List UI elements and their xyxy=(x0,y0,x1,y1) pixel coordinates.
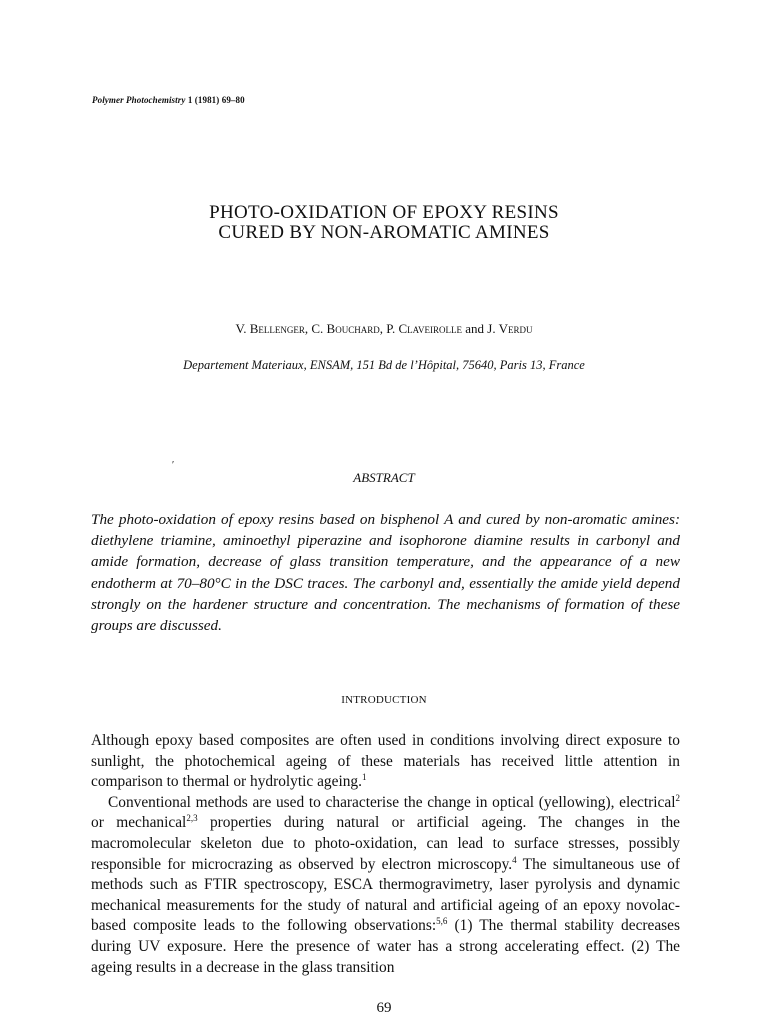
paragraph xyxy=(91,731,680,793)
journal-name: Polymer Photochemistry xyxy=(92,95,186,105)
paragraph-text: The simultaneous use of methods such as FTIR spectroscopy, ESCA thermogravimetry, laser pyrolysis and dynamic mechanical measurements for the study of natural and artificial ageing of an epoxy novolac-based composite leads to the following observations: xyxy=(91,855,680,935)
reference-superscript: 2,3 xyxy=(186,813,198,824)
stray-mark: ʹ xyxy=(172,460,175,471)
journal-volume: 1 xyxy=(187,95,193,105)
affiliation: Departement Materiaux, ENSAM, 151 Bd de l’Hôpital, 75640, Paris 13, France xyxy=(183,358,585,372)
paragraph xyxy=(91,793,680,978)
paper-title-line-2: CURED BY NON-AROMATIC AMINES xyxy=(218,222,550,243)
author-name: J. Verdu xyxy=(487,321,533,336)
abstract-heading: ABSTRACT xyxy=(353,470,415,485)
reference-superscript: 5,6 xyxy=(436,916,448,927)
reference-superscript: 1 xyxy=(361,772,367,783)
author-list xyxy=(0,321,768,337)
abstract-text: The photo-oxidation of epoxy resins based on bisphenol A and cured by non-aromatic amines: diethylene triamine, aminoethyl piperazine and isophorone diamine results in carbonyl and amide formation, decrease of glass transition temperature, and the appearance of a new endotherm at 70–80°C in the DSC traces. The carbonyl and, essentially the amide yield depend strongly on the hardener structure and concentration. The mechanisms of formation of these groups are discussed. xyxy=(91,511,680,635)
paragraph-text: (1) The thermal stability decreases during UV exposure. Here the presence of water has a strong accelerating effect. (2) The ageing results in a decrease in the glass transition xyxy=(91,917,680,976)
paragraph-text: Conventional methods are used to characterise the change in optical (yellowing), electrical xyxy=(108,793,676,811)
reference-superscript: 4 xyxy=(512,854,517,865)
author-separator: , xyxy=(379,321,387,336)
paragraph-text: Although epoxy based composites are often used in conditions involving direct exposure to sunlight, the photochemical ageing of these materials has received little attention in comparison to thermal or hydrolytic ageing. xyxy=(91,732,680,791)
author-separator: , xyxy=(304,321,312,336)
page-number: 69 xyxy=(376,1000,392,1016)
journal-citation xyxy=(92,95,245,105)
reference-superscript: 2 xyxy=(675,792,680,803)
journal-year-pages: (1981) 69–80 xyxy=(194,95,245,105)
introduction-heading: INTRODUCTION xyxy=(341,694,427,706)
introduction-body xyxy=(91,731,680,978)
author-conjunction: and xyxy=(465,321,485,336)
paragraph-text: properties during natural or artificial ageing. The changes in the macromolecular skeleton due to photo-oxidation, can lead to surface stresses, possibly responsible for microcrazing as observed by electron microscopy. xyxy=(91,814,680,873)
paper-title-line-1: PHOTO-OXIDATION OF EPOXY RESINS xyxy=(209,202,559,223)
author-name: V. Bellenger xyxy=(235,321,305,336)
author-name: P. Claveirolle xyxy=(386,321,463,336)
author-name: C. Bouchard xyxy=(311,321,380,336)
paragraph-text: or mechanical xyxy=(91,814,187,832)
